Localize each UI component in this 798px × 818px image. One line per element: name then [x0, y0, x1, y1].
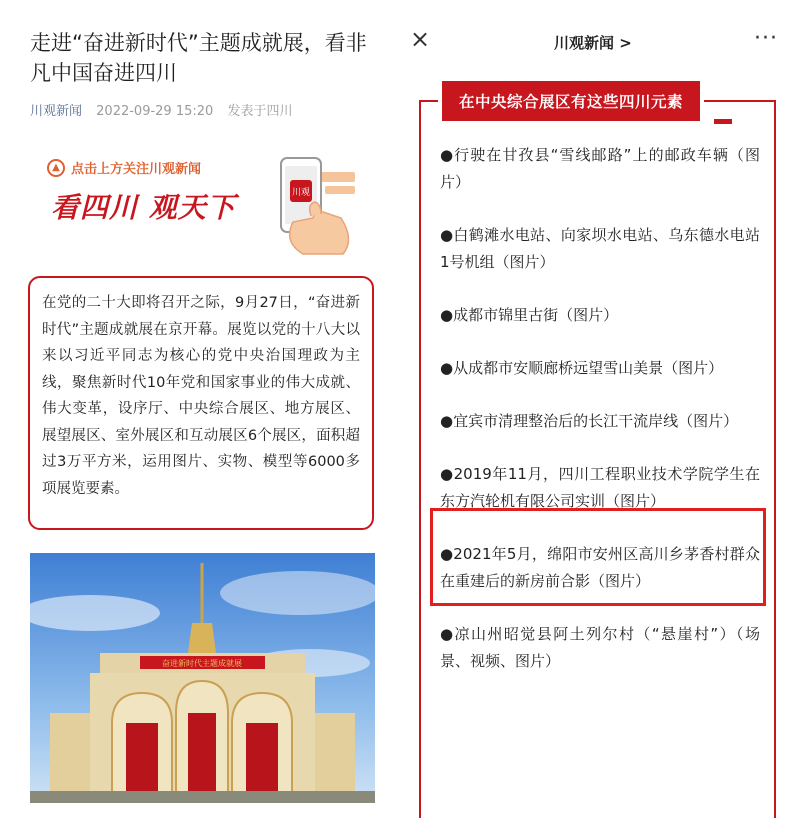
- photo-banner-text: 奋进新时代主题成就展: [162, 659, 242, 668]
- up-arrow-icon: ▲: [47, 159, 65, 177]
- follow-banner[interactable]: [45, 150, 365, 260]
- list-item: ●2021年5月，绵阳市安州区高川乡茅香村群众在重建后的新房前合影（图片）: [440, 545, 760, 590]
- phone-app-label: 川观: [291, 188, 311, 198]
- publish-time: 2022-09-29 15:20: [96, 104, 214, 119]
- section-tag: 在中央综合展区有这些四川元素: [442, 81, 700, 121]
- phone-hand-illustration: [263, 152, 363, 257]
- list-item: ●宜宾市清理整治后的长江干流岸线（图片）: [440, 412, 739, 430]
- list-item: ●从成都市安顺廊桥远望雪山美景（图片）: [440, 359, 724, 377]
- article-meta: [30, 100, 292, 119]
- banner-slogan: 看四川 观天下: [51, 191, 236, 224]
- reader-topbar: [404, 22, 798, 62]
- article-title: 走进“奋进新时代”主题成就展，看非凡中国奋进四川: [30, 31, 367, 85]
- follow-prompt: [47, 158, 201, 177]
- source-link[interactable]: 川观新闻: [30, 104, 83, 119]
- reader-panel: [404, 0, 798, 818]
- list-item: ●2019年11月，四川工程职业技术学院学生在东方汽轮机有限公司实训（图片）: [440, 465, 760, 510]
- list-item: ●凉山州昭觉县阿土列尔村（“悬崖村”）（场景、视频、图片）: [440, 625, 760, 670]
- intro-text: 在党的二十大即将召开之际，9月27日，“奋进新时代”主题成就展在京开幕。展览以党的十八大以来以习近平同志为核心的党中央治国理政为主线，聚焦新时代10年党和国家事业的伟大成就、伟大变革，设序厅、中央综合展区、地方展区、展望展区、室外展区和互动展区6个展区，面积超过3万平方米，运用图片、实物、模型等6000多项展览要素。: [42, 295, 360, 497]
- intro-box: [28, 276, 374, 530]
- list-item: ●行驶在甘孜县“雪线邮路”上的邮政车辆（图片）: [440, 146, 760, 191]
- highlight-box: [430, 508, 766, 606]
- close-icon[interactable]: ×: [409, 25, 431, 53]
- section-items: [440, 142, 760, 701]
- exhibition-hall-photo: [30, 553, 375, 803]
- follow-text: 点击上方关注川观新闻: [71, 162, 202, 177]
- frame-accent: [714, 119, 732, 124]
- list-item: ●白鹤滩水电站、向家坝水电站、乌东德水电站1号机组（图片）: [440, 226, 760, 271]
- list-item: ●成都市锦里古街（图片）: [440, 306, 619, 324]
- publish-location: 发表于四川: [227, 104, 293, 119]
- account-name-link[interactable]: 川观新闻 >: [554, 34, 632, 52]
- more-options-icon[interactable]: ···: [754, 26, 778, 51]
